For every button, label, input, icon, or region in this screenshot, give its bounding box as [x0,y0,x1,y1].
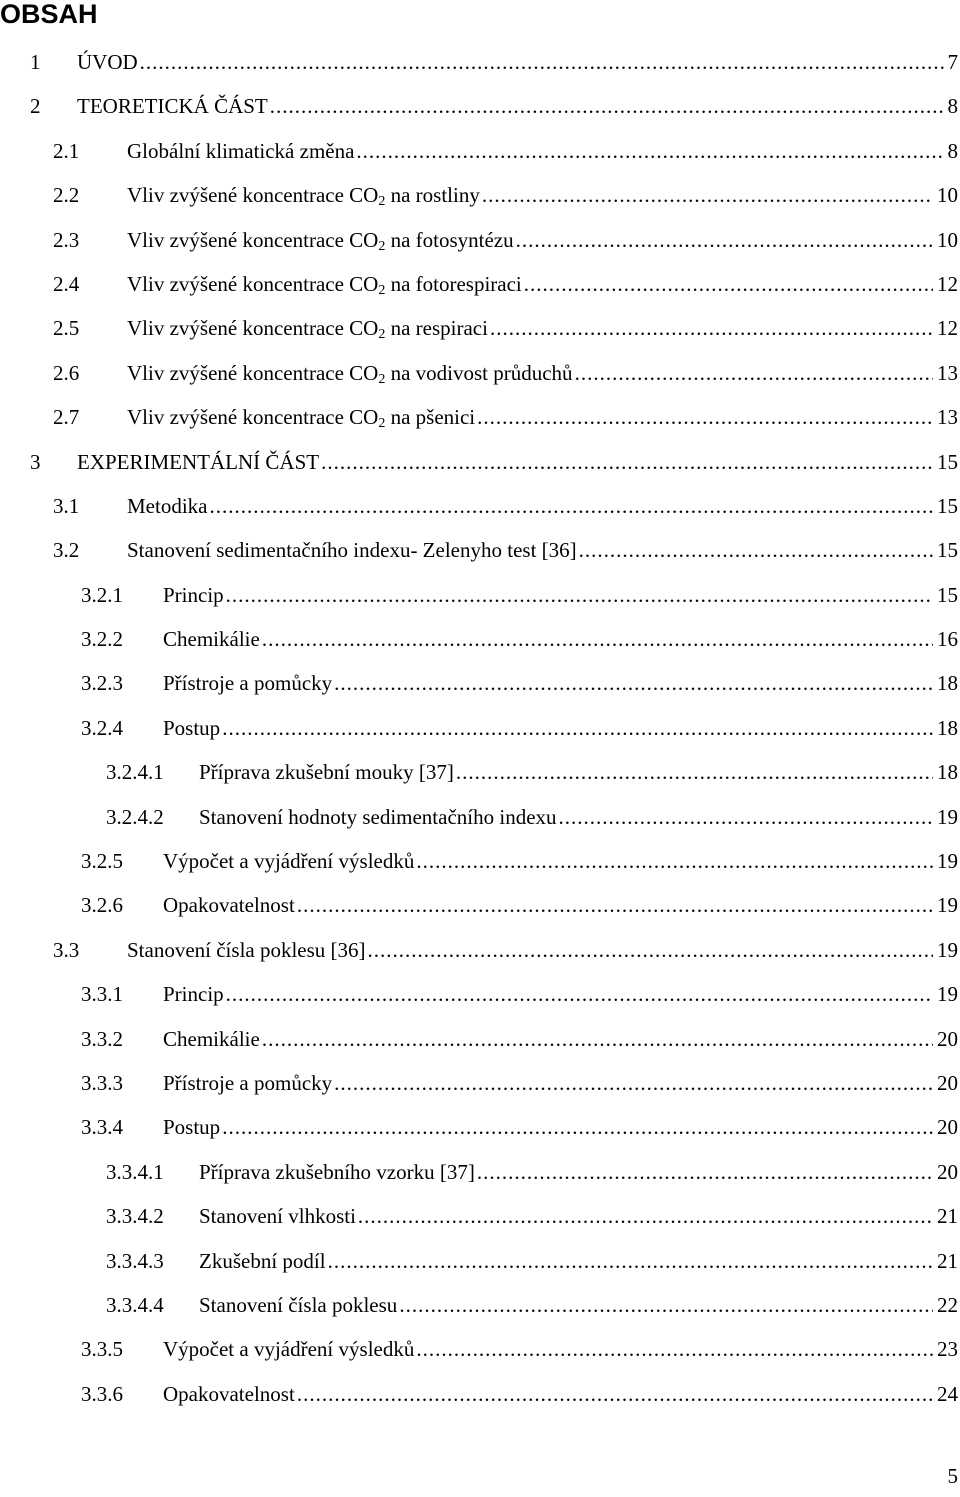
toc-entry-number: 3.3.4.4 [106,1292,164,1317]
toc-entry-page: 16 [937,627,958,652]
toc-entry-title-text: Vliv zvýšené koncentrace CO [127,183,379,208]
toc-entry-title [127,528,577,572]
toc-entry-number: 3.3.4.2 [106,1204,164,1229]
toc-entry-page: 18 [937,671,958,696]
toc-entry-title-text: Příprava zkušební mouky [37] [199,760,454,785]
toc-entry[interactable] [0,484,960,528]
toc-leader-dots [482,173,933,217]
toc-entry-number: 3.2.4 [81,715,123,740]
toc-entry-title-text: Princip [163,582,224,607]
toc-leader-dots [226,573,933,617]
toc-entry[interactable] [0,706,960,750]
toc-entry-title [127,484,207,528]
toc-entry-number: 3.3.1 [81,982,123,1007]
toc-entry-title-text: Stanovení vlhkosti [199,1204,356,1229]
toc-entry-number: 3.2 [53,538,80,563]
toc-entry-title-text: Přístroje a pomůcky [163,671,333,696]
toc-entry-page: 8 [947,138,958,163]
toc-entry[interactable] [0,750,960,794]
toc-entry-title [127,928,366,972]
toc-entry-title-text: Vliv zvýšené koncentrace CO [127,271,379,296]
toc-entry-page: 12 [937,316,958,341]
toc-entry-title [199,750,454,794]
toc-entry-title-text: Výpočet a vyjádření výsledků [163,1337,415,1362]
toc-entry-title [163,1061,332,1105]
toc-entry[interactable] [0,1372,960,1416]
toc-entry-page: 18 [937,760,958,785]
page-title: OBSAH [0,0,98,29]
toc-entry-title [77,84,268,128]
toc-entry-page: 19 [937,982,958,1007]
toc-entry-number: 3.2.5 [81,849,123,874]
toc-entry-subscript: 2 [378,416,386,432]
toc-leader-dots [297,883,933,927]
toc-entry-title-suffix: na respiraci [385,316,488,341]
toc-entry-number: 3.3.4.1 [106,1159,164,1184]
toc-entry-page: 18 [937,715,958,740]
toc-leader-dots [321,440,933,484]
toc-entry-title-text: Výpočet a vyjádření výsledků [163,849,415,874]
toc-entry-number: 3.3.4.3 [106,1248,164,1273]
toc-entry-title [163,1017,260,1061]
toc-entry-title [127,395,475,439]
toc-entry-subscript: 2 [378,282,386,298]
toc-entry-title-text: Zkušební podíl [199,1248,326,1273]
toc-entry-title-text: EXPERIMENTÁLNÍ ČÁST [77,449,320,474]
toc-entry-page: 24 [937,1381,958,1406]
toc-entry-number: 3.1 [53,493,80,518]
toc-entry[interactable] [0,262,960,306]
toc-entry-title-text: ÚVOD [77,50,138,74]
toc-entry[interactable] [0,928,960,972]
toc-entry-title [163,1372,295,1416]
toc-leader-dots [416,1327,933,1371]
toc-entry[interactable] [0,972,960,1016]
toc-entry-title-text: Chemikálie [163,1026,260,1051]
toc-entry[interactable] [0,395,960,439]
toc-entry-title [163,1105,220,1149]
toc-entry[interactable] [0,1283,960,1327]
toc-leader-dots [222,706,933,750]
page-number: 5 [947,1464,958,1488]
toc-entry[interactable] [0,617,960,661]
toc-leader-dots [209,484,933,528]
toc-entry-title-text: Globální klimatická změna [127,138,355,163]
toc-entry-page: 10 [937,227,958,252]
toc-entry[interactable] [0,839,960,883]
toc-entry-page: 19 [937,849,958,874]
toc-entry-title-text: Vliv zvýšené koncentrace CO [127,360,379,385]
toc-leader-dots [270,84,944,128]
toc-entry-title-text: Opakovatelnost [163,893,295,918]
toc-leader-dots [575,351,933,395]
toc-entry-number: 2.3 [53,227,80,252]
toc-entry-title [163,617,260,661]
toc-entry-number: 3.2.2 [81,627,123,652]
toc-entry-number: 2 [30,94,41,119]
toc-entry-page: 19 [937,937,958,962]
toc-entry[interactable] [0,351,960,395]
toc-entry[interactable] [0,440,960,484]
toc-entry-page: 12 [937,271,958,296]
toc-leader-dots [490,306,933,350]
toc-entry[interactable] [0,84,960,128]
toc-entry-number: 3 [30,449,41,474]
toc-entry-page: 21 [937,1248,958,1273]
toc-leader-dots [334,661,933,705]
toc-entry-title [199,795,557,839]
toc-entry[interactable] [0,218,960,262]
toc-entry-page: 13 [937,405,958,430]
toc-entry-page: 10 [937,183,958,208]
toc-entry-title-text: Postup [163,1115,221,1140]
toc-entry[interactable] [0,1194,960,1238]
toc-entry-title-text: TEORETICKÁ ČÁST [77,94,268,119]
toc-entry-number: 2.6 [53,360,80,385]
toc-leader-dots [358,1194,933,1238]
toc-leader-dots [226,972,933,1016]
toc-entry-title [127,351,573,395]
toc-leader-dots [368,928,933,972]
toc-entry-title [199,1239,326,1283]
toc-entry-number: 2.2 [53,183,80,208]
toc-leader-dots [477,395,933,439]
toc-entry-number: 3.3.4 [81,1115,123,1140]
toc-entry-subscript: 2 [378,194,386,210]
toc-entry-page: 20 [937,1026,958,1051]
toc-leader-dots [416,839,933,883]
toc-entry-title [199,1194,356,1238]
toc-leader-dots [559,795,933,839]
toc-entry-title [127,306,488,350]
toc-leader-dots [222,1105,933,1149]
toc-leader-dots [356,129,943,173]
toc-entry-title [127,262,522,306]
toc-entry-title-text: Vliv zvýšené koncentrace CO [127,316,379,341]
toc-entry-title-text: Opakovatelnost [163,1381,295,1406]
toc-entry-title-text: Vliv zvýšené koncentrace CO [127,227,379,252]
toc-leader-dots [328,1239,933,1283]
toc-entry-title-suffix: na fotorespiraci [385,271,522,296]
toc-entry-title [163,1327,414,1371]
toc-entry-title-text: Stanovení hodnoty sedimentačního indexu [199,804,557,829]
toc-entry-number: 3.2.1 [81,582,123,607]
toc-entry[interactable] [0,173,960,217]
toc-entry-title [199,1150,475,1194]
toc-entry-title-text: Metodika [127,493,208,518]
toc-entry-page: 13 [937,360,958,385]
toc-entry-subscript: 2 [378,371,386,387]
toc-entry-page: 15 [937,582,958,607]
toc-entry-page: 23 [937,1337,958,1362]
toc-entry-page: 22 [937,1292,958,1317]
toc-entry-title [77,440,319,484]
toc-entry-page: 19 [937,893,958,918]
toc-entry-title [163,972,224,1016]
toc-entry-page: 7 [947,50,958,74]
toc-entry-page: 21 [937,1204,958,1229]
toc-entry[interactable] [0,661,960,705]
toc-entry-page: 8 [947,94,958,119]
toc-entry-page: 20 [937,1115,958,1140]
toc-entry-title [127,129,354,173]
table-of-contents [0,40,960,1416]
toc-entry-number: 3.3.5 [81,1337,123,1362]
toc-entry-title [163,839,414,883]
toc-entry-number: 3.3.6 [81,1381,123,1406]
toc-entry[interactable] [0,573,960,617]
toc-entry[interactable] [0,1150,960,1194]
toc-entry-page: 19 [937,804,958,829]
toc-entry-title [163,883,295,927]
toc-leader-dots [140,40,944,84]
toc-entry-number: 3.2.6 [81,893,123,918]
toc-entry[interactable] [0,795,960,839]
toc-entry-number: 2.4 [53,271,80,296]
toc-entry[interactable] [0,1327,960,1371]
toc-entry-subscript: 2 [378,327,386,343]
toc-entry-title-suffix: na fotosyntézu [385,227,514,252]
toc-entry-page: 15 [937,538,958,563]
toc-entry[interactable] [0,40,960,84]
toc-entry-title-text: Postup [163,715,221,740]
toc-entry-title-text: Přístroje a pomůcky [163,1070,333,1095]
toc-entry-title-text: Příprava zkušebního vzorku [37] [199,1159,475,1184]
toc-leader-dots [516,218,933,262]
toc-entry-number: 2.7 [53,405,80,430]
toc-entry-number: 3.3.2 [81,1026,123,1051]
toc-leader-dots [456,750,933,794]
toc-entry-title [163,706,220,750]
toc-entry-title-text: Princip [163,982,224,1007]
toc-entry-title [199,1283,397,1327]
toc-entry-title-text: Chemikálie [163,627,260,652]
toc-entry-number: 3.2.4.1 [106,760,164,785]
toc-entry-number: 2.1 [53,138,80,163]
toc-leader-dots [262,617,933,661]
toc-leader-dots [477,1150,933,1194]
toc-entry-page: 20 [937,1070,958,1095]
toc-leader-dots [262,1017,933,1061]
toc-entry-title [127,173,480,217]
toc-leader-dots [334,1061,933,1105]
toc-entry-number: 1 [30,50,41,74]
toc-entry-title-suffix: na vodivost průduchů [385,360,573,385]
toc-leader-dots [297,1372,933,1416]
toc-entry[interactable] [0,883,960,927]
toc-entry-title-text: Stanovení sedimentačního indexu- Zelenyho test [36] [127,538,577,563]
toc-entry-title-suffix: na rostliny [385,183,480,208]
toc-entry-title [163,573,224,617]
toc-entry-title [163,661,332,705]
toc-entry-title-text: Vliv zvýšené koncentrace CO [127,405,379,430]
toc-entry-number: 3.3.3 [81,1070,123,1095]
toc-entry-number: 2.5 [53,316,80,341]
toc-leader-dots [579,528,933,572]
toc-entry[interactable] [0,306,960,350]
toc-leader-dots [399,1283,933,1327]
toc-entry-title [127,218,514,262]
toc-entry-title-suffix: na pšenici [385,405,476,430]
toc-entry[interactable] [0,1017,960,1061]
toc-entry-page: 15 [937,449,958,474]
toc-entry-page: 20 [937,1159,958,1184]
toc-entry-title [77,40,138,84]
toc-entry-title-text: Stanovení čísla poklesu [36] [127,937,366,962]
toc-entry[interactable] [0,1239,960,1283]
toc-entry[interactable] [0,1061,960,1105]
toc-entry[interactable] [0,129,960,173]
toc-entry-number: 3.3 [53,937,80,962]
toc-entry-page: 15 [937,493,958,518]
toc-entry[interactable] [0,528,960,572]
toc-entry-subscript: 2 [378,238,386,254]
toc-entry-number: 3.2.3 [81,671,123,696]
toc-entry-title-text: Stanovení čísla poklesu [199,1292,398,1317]
toc-leader-dots [524,262,933,306]
toc-entry-number: 3.2.4.2 [106,804,164,829]
toc-entry[interactable] [0,1105,960,1149]
